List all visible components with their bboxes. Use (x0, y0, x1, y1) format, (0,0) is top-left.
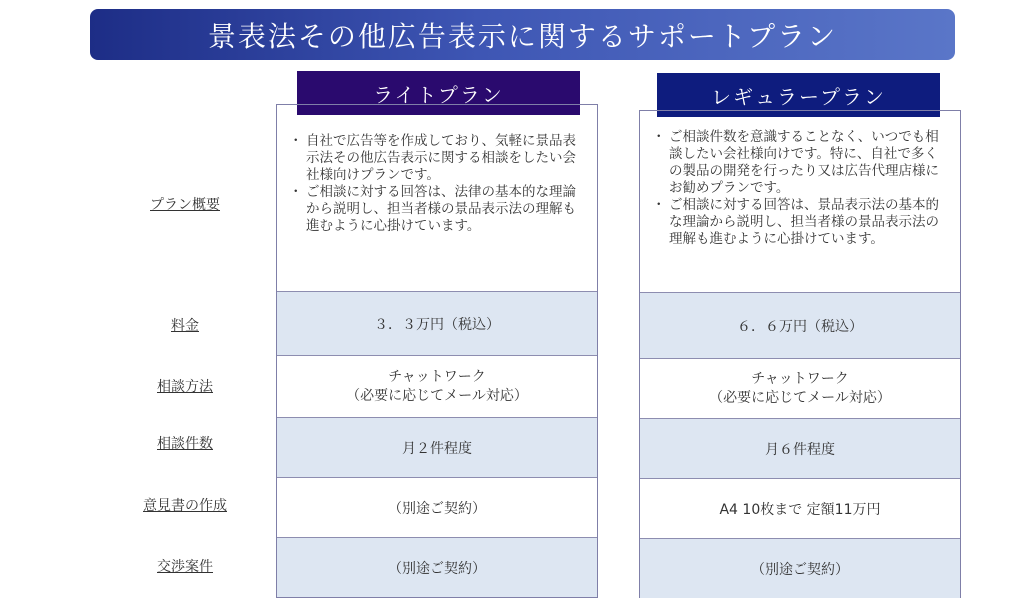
row-label-opinion: 意見書の作成 (143, 498, 227, 514)
plan-light-overview-item: ・ 自社で広告等を作成しており、気軽に景品表示法その他広告表示に関する相談をしたい会社様向けプランです。 (293, 133, 587, 184)
plan-regular-price: ６．６万円（税込） (640, 292, 960, 358)
plan-light-method-line2: （必要に応じてメール対応） (346, 387, 528, 404)
plan-light-method-line1: チャットワーク (388, 368, 486, 385)
row-label-negotiation: 交渉案件 (157, 559, 213, 575)
plan-regular-table (639, 110, 961, 598)
plan-light-opinion: （別途ご契約） (277, 477, 597, 537)
plan-regular-method-line1: チャットワーク (751, 370, 849, 387)
plan-regular-overview-item: ・ ご相談に対する回答は、景品表示法の基本的な理論から説明し、担当者様の景品表示法の理解も進むように心掛けています。 (656, 197, 950, 248)
plan-regular-count: 月６件程度 (640, 418, 960, 478)
row-label-method: 相談方法 (157, 379, 213, 395)
page-title: 景表法その他広告表示に関するサポートプラン (90, 9, 955, 60)
row-label-count: 相談件数 (157, 436, 213, 452)
plan-light-table (276, 104, 598, 598)
plan-regular-method (640, 358, 960, 418)
row-label-price: 料金 (171, 318, 199, 334)
plan-regular-opinion: A4 10枚まで 定額11万円 (640, 478, 960, 538)
plan-light-overview-item: ・ ご相談に対する回答は、法律の基本的な理論から説明し、担当者様の景品表示法の理解も進むように心掛けています。 (293, 184, 587, 235)
row-label-overview: プラン概要 (150, 197, 220, 213)
plan-regular-overview-item: ・ ご相談件数を意識することなく、いつでも相談したい会社様向けです。特に、自社で多くの製品の開発を行ったり又は広告代理店様にお勧めプランです。 (656, 129, 950, 197)
plan-light-header: ライトプラン (297, 71, 580, 115)
plan-light-overview (277, 133, 597, 235)
plan-light-price: ３．３万円（税込） (277, 291, 597, 355)
plan-light-negotiation: （別途ご契約） (277, 537, 597, 597)
plan-regular-negotiation: （別途ご契約） (640, 538, 960, 598)
plan-regular-overview (640, 129, 960, 248)
plan-light-method (277, 355, 597, 417)
plan-regular-method-line2: （必要に応じてメール対応） (709, 389, 891, 406)
plan-regular-header: レギュラープラン (657, 73, 940, 117)
plan-light-count: 月２件程度 (277, 417, 597, 477)
